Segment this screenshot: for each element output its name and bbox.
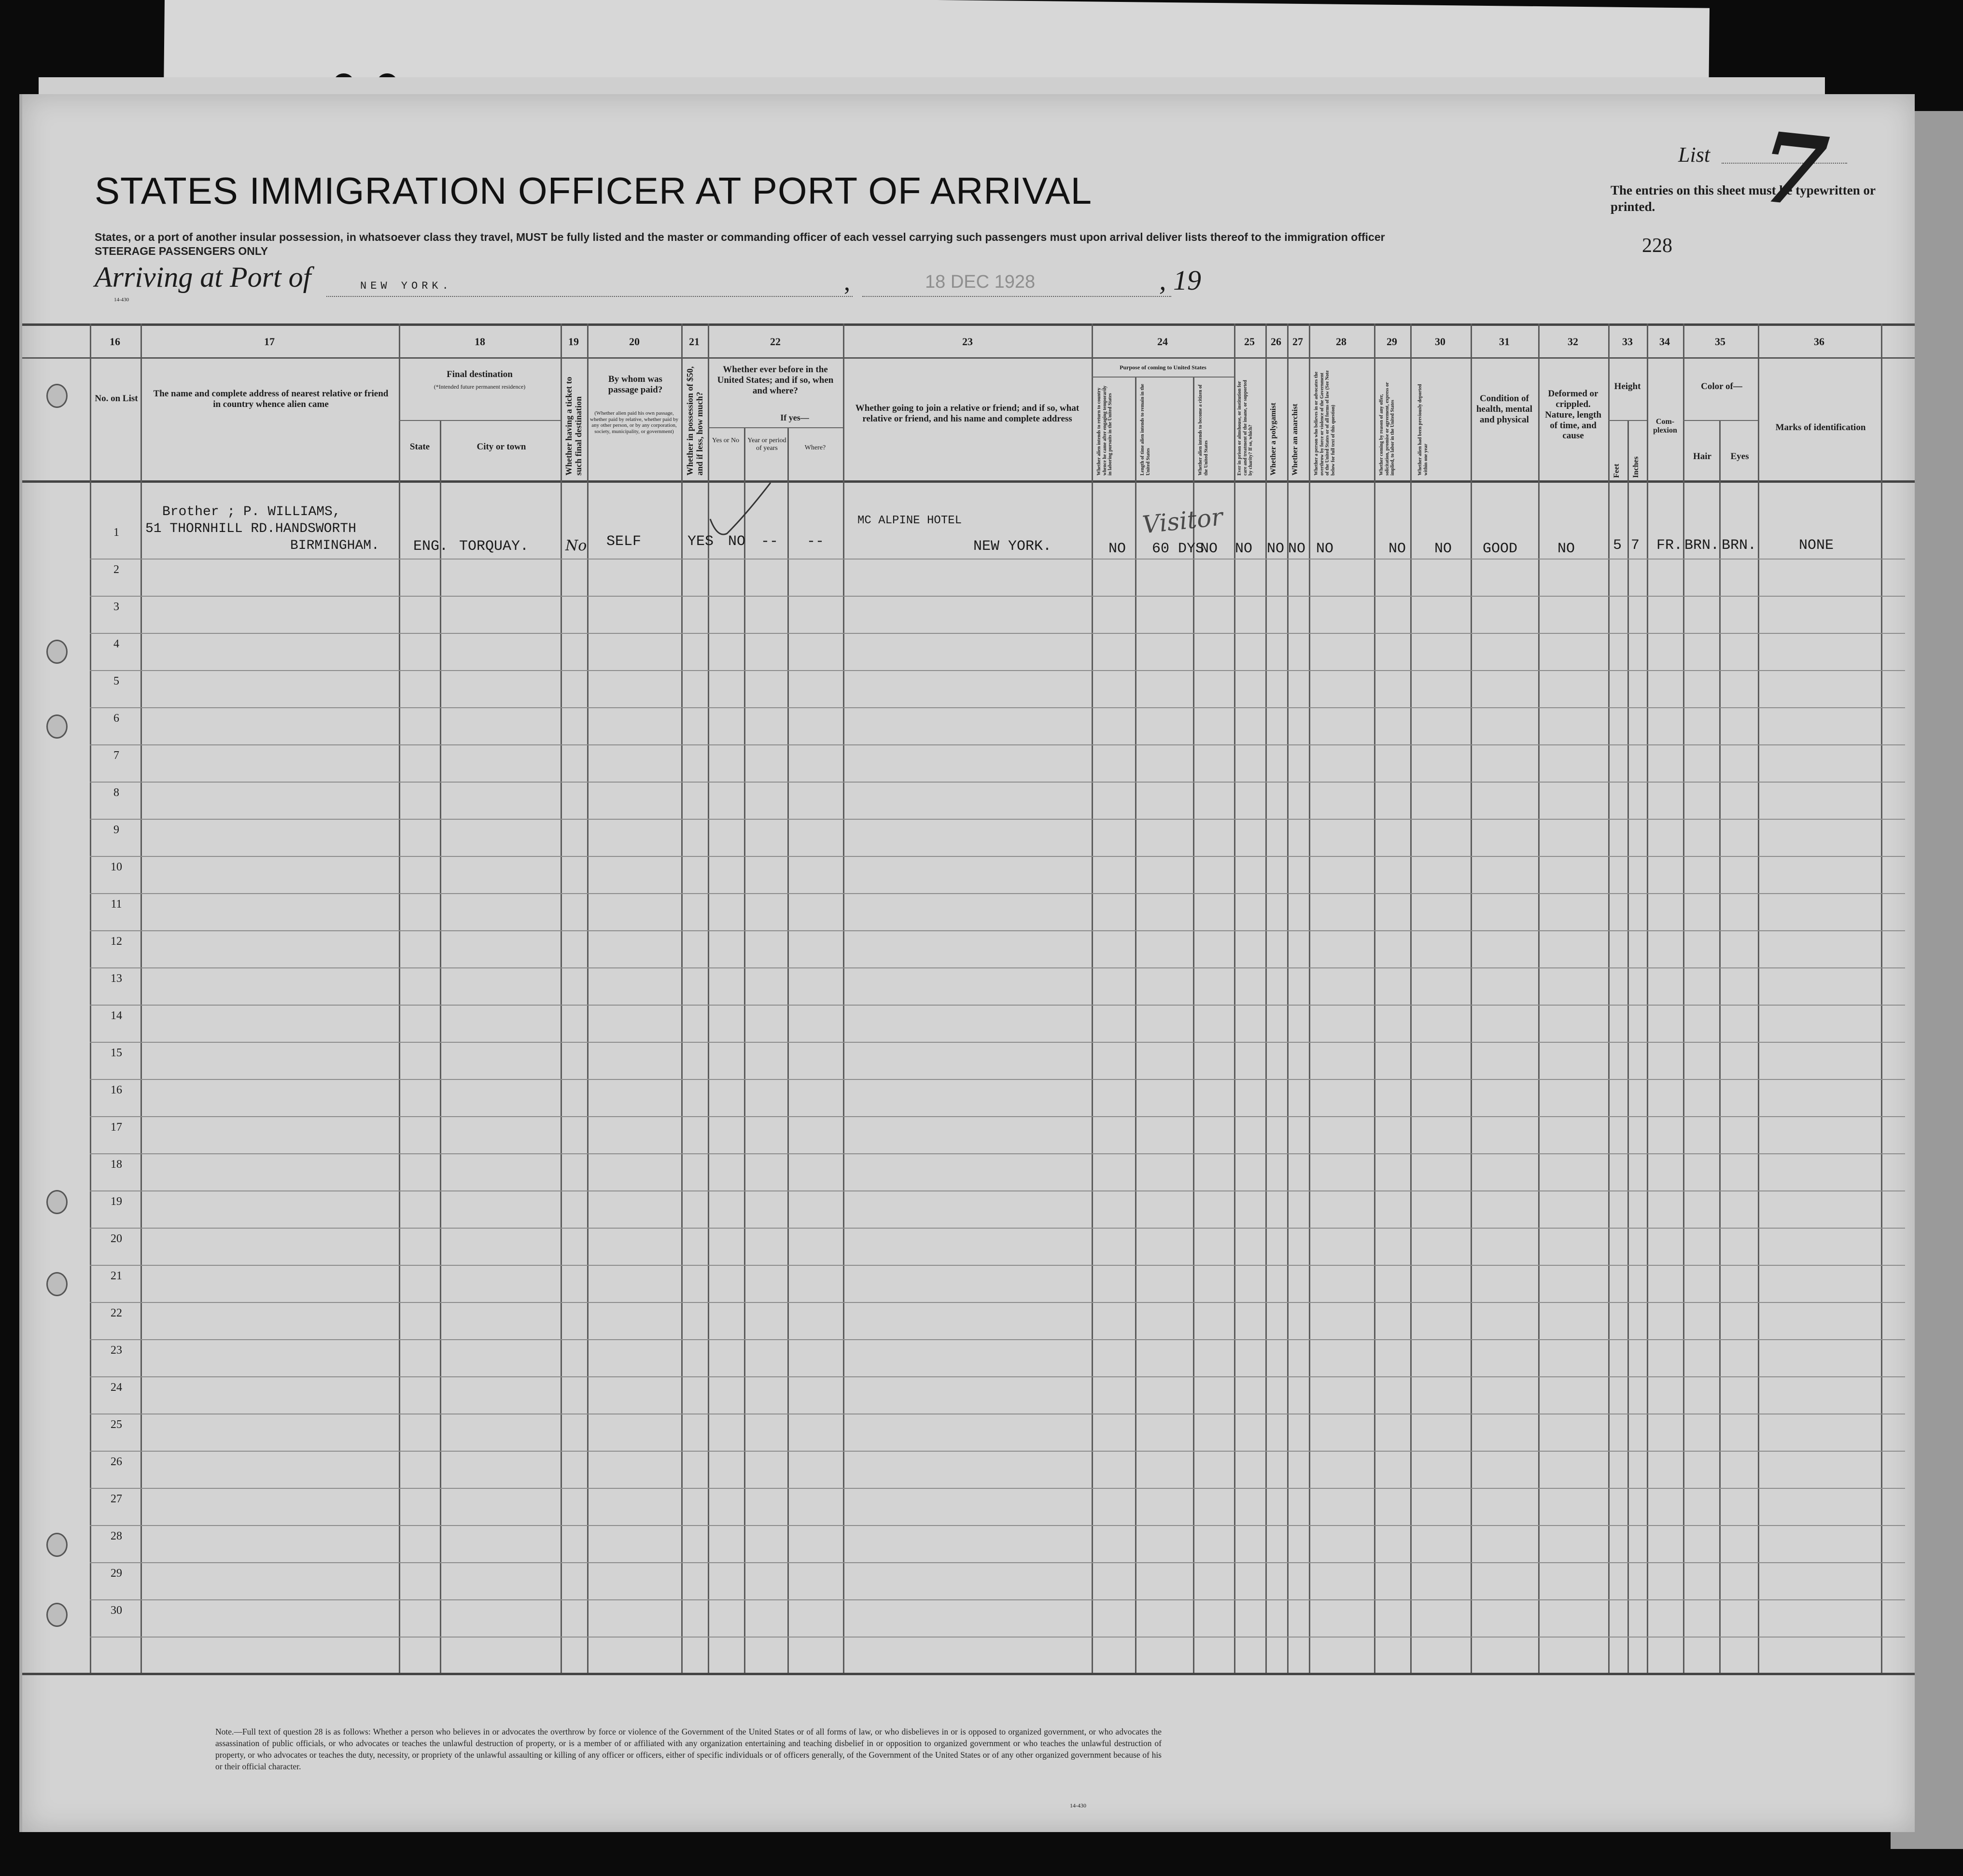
overthrow-value: NO xyxy=(1316,541,1334,557)
row-number: 25 xyxy=(111,1418,122,1431)
state-value: ENG. xyxy=(413,538,449,555)
column-rule xyxy=(1719,420,1721,1673)
column-number: 31 xyxy=(1499,336,1510,348)
header-passage-note: (Whether alien paid his own passage, whether paid by relative, whether paid by any other person, or by any corporation, society, municipality, or government) xyxy=(590,410,678,434)
row-number: 22 xyxy=(111,1307,122,1319)
date-underline xyxy=(862,296,1171,297)
column-number: 32 xyxy=(1568,336,1578,348)
row-line xyxy=(90,707,1905,708)
row-number: 27 xyxy=(111,1493,122,1505)
row-line xyxy=(90,744,1905,745)
header-polygamist: Whether a polygamist xyxy=(1269,403,1277,476)
row-line xyxy=(90,1265,1905,1266)
header-yes-no: Yes or No xyxy=(712,437,740,444)
row-number: 21 xyxy=(111,1270,122,1282)
column-number: 25 xyxy=(1244,336,1255,348)
row-line xyxy=(90,1488,1905,1489)
column-rule xyxy=(140,323,142,1673)
header-prison: Ever in prison or almshouse, or institution for care and treatment of the insane, or supported by charity? If so, which? xyxy=(1237,380,1253,476)
row-line xyxy=(90,1599,1905,1600)
row-line xyxy=(90,1079,1905,1080)
column-number-divider xyxy=(22,357,1915,359)
header-final-destination-note: (*Intended future permanent residence) xyxy=(434,383,526,390)
binder-hole xyxy=(46,1190,68,1214)
column-number: 22 xyxy=(770,336,781,348)
eyes-value: BRN. xyxy=(1722,537,1757,554)
row-number: 30 xyxy=(111,1604,122,1617)
row-number: 7 xyxy=(113,749,119,762)
header-join-relative: Whether going to join a relative or friend; and if so, what relative or friend, and his name and complete address xyxy=(855,403,1080,424)
column-rule xyxy=(1471,323,1472,1673)
header-where: Where? xyxy=(804,444,826,451)
join-line2: NEW YORK. xyxy=(973,538,1052,555)
citizen-value: NO xyxy=(1200,541,1218,557)
column-number: 30 xyxy=(1435,336,1445,348)
column-number: 16 xyxy=(110,336,120,348)
column-number: 17 xyxy=(264,336,275,348)
column-rule xyxy=(1758,323,1759,1673)
deformed-value: NO xyxy=(1557,541,1575,557)
row-line xyxy=(90,633,1905,634)
column-number: 21 xyxy=(689,336,700,348)
row-line xyxy=(90,1637,1905,1638)
year-value: -- xyxy=(761,533,779,550)
header-return-country: Whether alien intends to return to country whence he came after engaging temporarily in laboring pursuits in the United States xyxy=(1096,385,1113,476)
binder-hole xyxy=(46,384,68,408)
header-city: City or town xyxy=(477,442,526,452)
inches-value: 7 xyxy=(1631,537,1640,554)
prison-value: NO xyxy=(1235,541,1253,557)
header-inches: Inches xyxy=(1632,456,1640,478)
column-rule xyxy=(1410,323,1412,1673)
relative-line3: BIRMINGHAM. xyxy=(290,538,379,553)
length-stay-value: 60 DYS xyxy=(1152,541,1205,557)
feet-value: 5 xyxy=(1613,537,1622,554)
header-year: Year or period of years xyxy=(747,437,786,452)
row-number: 17 xyxy=(111,1121,122,1134)
manifest-sheet xyxy=(19,94,1915,1832)
row-number: 9 xyxy=(113,824,119,836)
column-number: 29 xyxy=(1387,336,1397,348)
row-line xyxy=(90,1153,1905,1154)
row-number: 28 xyxy=(111,1530,122,1542)
row-number: 2 xyxy=(113,563,119,576)
row-number: 18 xyxy=(111,1158,122,1171)
column-rule xyxy=(1881,323,1882,1673)
header-fifty-dollars: Whether in possession of $50, and if less, how much? xyxy=(685,366,704,476)
row-line xyxy=(90,1376,1905,1377)
row-line xyxy=(90,596,1905,597)
row-line xyxy=(90,1228,1905,1229)
fifty-dollars-value: YES xyxy=(687,533,714,550)
header-passage-paid: By whom was passage paid? xyxy=(608,374,663,395)
row-line xyxy=(90,856,1905,857)
subtitle: States, or a port of another insular possession, in whatsoever class they travel, MUST be fully listed and the master or commanding officer of each vessel carrying such passengers must upon arrival deliver lists thereof to the immigration officer xyxy=(95,231,1385,243)
row-number: 24 xyxy=(111,1381,122,1394)
relative-line2: 51 THORNHILL RD.HANDSWORTH xyxy=(145,521,356,536)
list-label: List xyxy=(1678,143,1711,167)
column-number: 34 xyxy=(1659,336,1670,348)
column-rule xyxy=(1683,323,1684,1673)
row-number: 10 xyxy=(111,861,122,873)
row-line xyxy=(90,1190,1905,1191)
column-rule xyxy=(744,427,745,1673)
binder-hole xyxy=(46,714,68,739)
ticket-value: No xyxy=(565,537,587,554)
binder-hole xyxy=(46,1603,68,1627)
join-line1: MC ALPINE HOTEL xyxy=(857,514,962,527)
row-line xyxy=(90,559,1905,560)
column-rule xyxy=(1092,323,1093,1673)
header-marks: Marks of identification xyxy=(1775,422,1866,433)
column-rule xyxy=(1538,323,1540,1673)
subheader-rule xyxy=(708,427,843,428)
row-line xyxy=(90,1451,1905,1452)
table-top-border xyxy=(22,323,1915,326)
header-citizen: Whether alien intends to become a citizen of the United States xyxy=(1198,384,1209,476)
header-no-on-list: No. on List xyxy=(95,393,138,404)
header-relative: The name and complete address of nearest relative or friend in country whence alien came xyxy=(153,389,389,409)
column-rule xyxy=(1647,323,1648,1673)
column-rule xyxy=(561,323,562,1673)
column-number: 26 xyxy=(1271,336,1281,348)
complexion-value: FR. xyxy=(1656,537,1683,554)
header-feet: Feet xyxy=(1612,463,1621,478)
before-in-us-value: NO xyxy=(728,533,746,550)
row-number: 4 xyxy=(113,638,119,650)
column-rule xyxy=(1309,323,1310,1673)
comma: , xyxy=(844,268,850,296)
date-stamp: 18 DEC 1928 xyxy=(925,272,1036,292)
column-rule xyxy=(1627,420,1629,1673)
hair-value: BRN. xyxy=(1684,537,1720,554)
row-number: 8 xyxy=(113,786,119,799)
labor-offer-value: NO xyxy=(1388,541,1406,557)
row-number: 11 xyxy=(111,898,122,910)
column-rule xyxy=(1374,323,1375,1673)
subheader-rule xyxy=(1092,377,1234,378)
column-number: 27 xyxy=(1292,336,1303,348)
column-rule xyxy=(399,323,400,1673)
handwritten-annotation: Visitor xyxy=(1141,503,1224,539)
header-complexion: Com-plexion xyxy=(1653,418,1677,435)
column-rule xyxy=(1234,323,1235,1673)
entries-note: The entries on this sheet must be typewritten or printed. xyxy=(1611,183,1876,214)
column-number: 36 xyxy=(1814,336,1824,348)
row-line xyxy=(90,782,1905,783)
port-underline xyxy=(326,296,853,297)
header-ticket: Whether having a ticket to such final destination xyxy=(564,377,583,476)
year-prefix: , 19 xyxy=(1159,265,1201,296)
column-number: 24 xyxy=(1157,336,1168,348)
column-rule xyxy=(587,323,589,1673)
column-rule xyxy=(681,323,683,1673)
page-title: STATES IMMIGRATION OFFICER AT PORT OF ARRIVAL xyxy=(95,169,1093,212)
column-rule xyxy=(1135,377,1136,1673)
column-rule xyxy=(1608,323,1610,1673)
column-number: 28 xyxy=(1336,336,1346,348)
header-purpose: Purpose of coming to United States xyxy=(1120,364,1206,371)
row-line xyxy=(90,1302,1905,1303)
table-bottom-border xyxy=(22,1673,1915,1675)
binder-hole xyxy=(46,1272,68,1296)
header-overthrow: Whether a person who believes in or advocates the overthrow by force or violence of the Government of the United States or of all forms of law (See Note below for full text of this question) xyxy=(1314,370,1336,476)
row-number: 15 xyxy=(111,1047,122,1059)
header-anarchist: Whether an anarchist xyxy=(1291,404,1299,476)
column-rule xyxy=(440,420,441,1673)
where-value: -- xyxy=(807,533,825,550)
subheader-rule xyxy=(399,420,561,421)
steerage-label: STEERAGE PASSENGERS ONLY xyxy=(95,245,268,257)
row-number: 26 xyxy=(111,1456,122,1468)
row-line xyxy=(90,1339,1905,1340)
column-rule xyxy=(90,323,91,1673)
row-number: 16 xyxy=(111,1084,122,1096)
row-number: 13 xyxy=(111,972,122,985)
header-eyes: Eyes xyxy=(1730,451,1749,462)
sheet-number: 228 xyxy=(1642,235,1672,257)
header-labor-offer: Whether coming by reason of any offer, solicitation, promise or agreement, express or implied, to labor in the United States xyxy=(1379,382,1395,476)
footnote: Note.—Full text of question 28 is as follows: Whether a person who believes in or advocates the overthrow by force or violence of the Government of the United States or of all forms of law, or who disbelieves in or is opposed to organized government, or who advocates the assassination of public officials, or who advocates or teaches the unlawful destruction of property, or is a member of or affiliated with any organization entertaining and teaching disbelief in or opposition to organized government or who teaches the unlawful destruction of property, or who advocates or teaches the duty, necessity, or propriety of the unlawful assaulting or killing of any officer or officers, either of specific individuals or of officers generally, of the Government of the United States or of any other organized government because of his or their official character. xyxy=(215,1727,1162,1772)
passage-paid-value: SELF xyxy=(606,533,642,550)
row-number: 12 xyxy=(111,935,122,948)
port-value: NEW YORK. xyxy=(360,280,452,292)
header-bottom-border xyxy=(22,480,1915,483)
header-before-in-us: Whether ever before in the United States; and if so, when and where? xyxy=(717,364,834,396)
header-state: State xyxy=(409,442,430,452)
header-length-stay: Length of time alien intends to remain in the United States xyxy=(1140,384,1151,476)
row-number: 19 xyxy=(111,1195,122,1208)
column-rule xyxy=(787,427,789,1673)
row-line xyxy=(90,893,1905,894)
row-line xyxy=(90,1562,1905,1563)
column-number: 35 xyxy=(1715,336,1725,348)
row-number: 6 xyxy=(113,712,119,725)
row-line xyxy=(90,819,1905,820)
column-rule xyxy=(843,323,844,1673)
relative-line1: Brother ; P. WILLIAMS, xyxy=(162,504,341,519)
column-number: 20 xyxy=(629,336,640,348)
row-line xyxy=(90,967,1905,968)
list-number: 7 xyxy=(1754,110,1834,230)
column-rule xyxy=(1193,377,1194,1673)
column-rule xyxy=(1287,323,1289,1673)
row-number: 29 xyxy=(111,1567,122,1580)
header-deformed: Deformed or crippled. Nature, length of time, and cause xyxy=(1545,389,1601,441)
subheader-rule xyxy=(1608,420,1647,421)
column-number: 23 xyxy=(962,336,973,348)
form-code: 14-430 xyxy=(114,297,129,303)
row-number: 3 xyxy=(113,601,119,613)
polygamist-value: NO xyxy=(1267,541,1285,557)
subheader-rule xyxy=(1683,420,1758,421)
row-line xyxy=(90,930,1905,931)
deported-value: NO xyxy=(1434,541,1452,557)
checkmark-annotation xyxy=(708,480,775,538)
header-final-destination: Final destination xyxy=(447,369,513,379)
anarchist-value: NO xyxy=(1288,541,1306,557)
row-line xyxy=(90,1525,1905,1526)
marks-value: NONE xyxy=(1799,537,1834,554)
binder-hole xyxy=(46,640,68,664)
header-deported: Whether alien had been previously deported within one year xyxy=(1417,384,1429,476)
row-line xyxy=(90,1042,1905,1043)
row-number: 23 xyxy=(111,1344,122,1357)
row-number: 1 xyxy=(113,526,119,539)
column-number: 33 xyxy=(1622,336,1633,348)
row-number: 20 xyxy=(111,1232,122,1245)
city-value: TORQUAY. xyxy=(459,538,529,555)
row-number: 5 xyxy=(113,675,119,687)
header-if-yes: If yes— xyxy=(780,413,809,422)
header-color: Color of— xyxy=(1701,381,1742,392)
column-rule xyxy=(1265,323,1267,1673)
return-country-value: NO xyxy=(1108,541,1126,557)
header-health: Condition of health, mental and physical xyxy=(1476,393,1533,425)
row-line xyxy=(90,670,1905,671)
row-number: 14 xyxy=(111,1009,122,1022)
column-number: 18 xyxy=(475,336,485,348)
footnote-form-code: 14-430 xyxy=(1070,1802,1086,1809)
row-line xyxy=(90,1116,1905,1117)
arriving-label: Arriving at Port of xyxy=(95,261,311,293)
row-line xyxy=(90,1005,1905,1006)
binder-hole xyxy=(46,1533,68,1557)
column-number: 19 xyxy=(568,336,579,348)
health-value: GOOD xyxy=(1483,541,1518,557)
header-height: Height xyxy=(1614,381,1641,392)
header-hair: Hair xyxy=(1693,451,1711,462)
